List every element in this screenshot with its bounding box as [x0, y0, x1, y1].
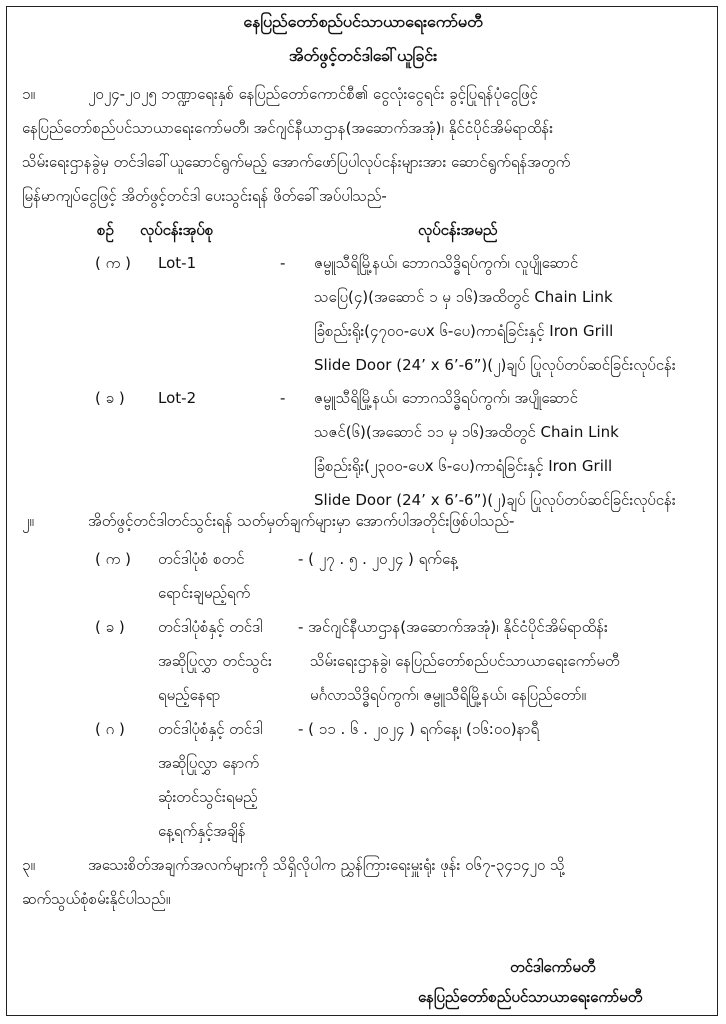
row-line: သဇင်(၆)(အဆောင် ၁၁ မှ ၁၆)အထိတွင် Chain Link — [314, 423, 619, 441]
row-dash: - — [280, 254, 286, 272]
row-line: ခြံစည်းရိုး(၄၇၀၀-ပေx ၆-ပေ)ကာရံခြင်းနှင့် Iron Grill — [314, 322, 614, 340]
item-label: နေ့ရက်နှင့်အချိန် — [158, 822, 246, 840]
row-sr: ( က ) — [95, 254, 131, 272]
signature-committee: တင်ဒါကော်မတီ — [510, 958, 596, 976]
section-2-intro: အိတ်ဖွင့်တင်ဒါတင်သွင်းရန် သတ်မှတ်ချက်များမှာ အောက်ပါအတိုင်းဖြစ်ပါသည်- — [88, 512, 515, 530]
item-label: တင်ဒါပုံစံနှင့် တင်ဒါ — [158, 618, 263, 636]
row-line: ဇမ္ဗူသီရိမြို့နယ်၊ ဘောဂသိဒ္ဓိရပ်ကွက်၊ လူပျိုဆောင် — [314, 254, 579, 272]
section-3-number: ၃။ — [22, 856, 35, 874]
item-label: ရောင်းချမည့်ရက် — [158, 584, 251, 602]
item-label: ဆုံးတင်သွင်းရမည့် — [158, 788, 258, 806]
row-sr: ( ခ ) — [95, 389, 125, 407]
section-1-line: ၂၀၂၄-၂၀၂၅ ဘဏ္ဍာရေးနှစ် နေပြည်တော်ကောင်စီ၏ ငွေလုံးငွေရင်း ခွင့်ပြုရန်ပုံငွေဖြင့် — [88, 85, 538, 103]
item-label: ရမည့်နေရာ — [158, 686, 221, 704]
col-header-name: လုပ်ငန်းအမည် — [418, 221, 498, 239]
row-lot: Lot-1 — [158, 254, 197, 272]
col-header-lot: လုပ်ငန်းအုပ်စု — [140, 221, 214, 239]
section-1-line: သိမ်းရေးဌာနခွဲမှ တင်ဒါခေါ်ယူဆောင်ရွက်မည့် အောက်ဖော်ပြပါလုပ်ငန်းများအား ဆောင်ရွက်ရန်အတွက် — [22, 153, 571, 171]
item-label: အဆိုပြုလွှာ နောက် — [158, 754, 260, 772]
notice-title: အိတ်ဖွင့်တင်ဒါခေါ်ယူခြင်း — [288, 46, 438, 65]
section-1-number: ၁။ — [22, 85, 35, 103]
signature-org: နေပြည်တော်စည်ပင်သာယာရေးကော်မတီ — [418, 988, 643, 1006]
section-1-line: မြန်မာကျပ်ငွေဖြင့် အိတ်ဖွင့်တင်ဒါ ပေးသွင်းရန် ဖိတ်ခေါ်အပ်ပါသည်- — [22, 187, 387, 205]
item-value: မင်္ဂလာသိဒ္ဓိရပ်ကွက်၊ ဇမ္ဗူသီရိမြို့နယ်၊ နေပြည်တော်။ — [310, 686, 587, 704]
item-value: - ( ၁၁ . ၆ . ၂၀၂၄ ) ရက်နေ့၊ (၁၆:၀၀)နာရီ — [298, 720, 540, 738]
item-value: - ( ၂၇ . ၅ . ၂၀၂၄ ) ရက်နေ့ — [298, 550, 458, 568]
item-marker: ( ခ ) — [95, 618, 125, 636]
row-dash: - — [280, 389, 286, 407]
item-marker: ( ဂ ) — [95, 720, 125, 738]
item-marker: ( က ) — [95, 550, 131, 568]
item-label: တင်ဒါပုံစံ စတင် — [158, 550, 245, 568]
col-header-sr: စဉ် — [97, 221, 114, 239]
item-label: တင်ဒါပုံစံနှင့် တင်ဒါ — [158, 720, 263, 738]
row-line: သပြေ(၄)(အဆောင် ၁ မှ ၁၆)အထိတွင် Chain Link — [314, 288, 613, 306]
section-3-line: ဆက်သွယ်စုံစမ်းနိုင်ပါသည်။ — [22, 890, 171, 908]
section-1-line: နေပြည်တော်စည်ပင်သာယာရေးကော်မတီ၊ အင်ဂျင်နီယာဌာန(အဆောက်အအုံ)၊ နိုင်ငံပိုင်အိမ်ရာထိန်း — [22, 119, 554, 137]
item-value: သိမ်းရေးဌာနခွဲ၊ နေပြည်တော်စည်ပင်သာယာရေးကော်မတီ — [310, 652, 620, 670]
row-line: Slide Door (24’ x 6’-6”)(၂)ချပ် ပြုလုပ်တပ်ဆင်ခြင်းလုပ်ငန်း — [314, 491, 676, 509]
row-line: Slide Door (24’ x 6’-6”)(၂)ချပ် ပြုလုပ်တပ်ဆင်ခြင်းလုပ်ငန်း — [314, 356, 676, 374]
row-line: ခြံစည်းရိုး(၂၃၀၀-ပေx ၆-ပေ)ကာရံခြင်းနှင့် Iron Grill — [314, 457, 613, 475]
item-value: - အင်ဂျင်နီယာဌာန(အဆောက်အအုံ)၊ နိုင်ငံပိုင်အိမ်ရာထိန်း — [298, 618, 608, 636]
row-line: ဇမ္ဗူသီရိမြို့နယ်၊ ဘောဂသိဒ္ဓိရပ်ကွက်၊ အပျိုဆောင် — [314, 389, 578, 407]
section-2-number: ၂။ — [22, 512, 34, 530]
item-label: အဆိုပြုလွှာ တင်သွင်း — [158, 652, 272, 670]
org-title: နေပြည်တော်စည်ပင်သာယာရေးကော်မတီ — [243, 12, 483, 31]
section-3-line: အသေးစိတ်အချက်အလက်များကို သိရှိလိုပါက ညွှန်ကြားရေးမှူးရုံး ဖုန်း ၀၆၇-၃၄၁၄၂၀ သို့ — [88, 856, 565, 874]
row-lot: Lot-2 — [158, 389, 197, 407]
